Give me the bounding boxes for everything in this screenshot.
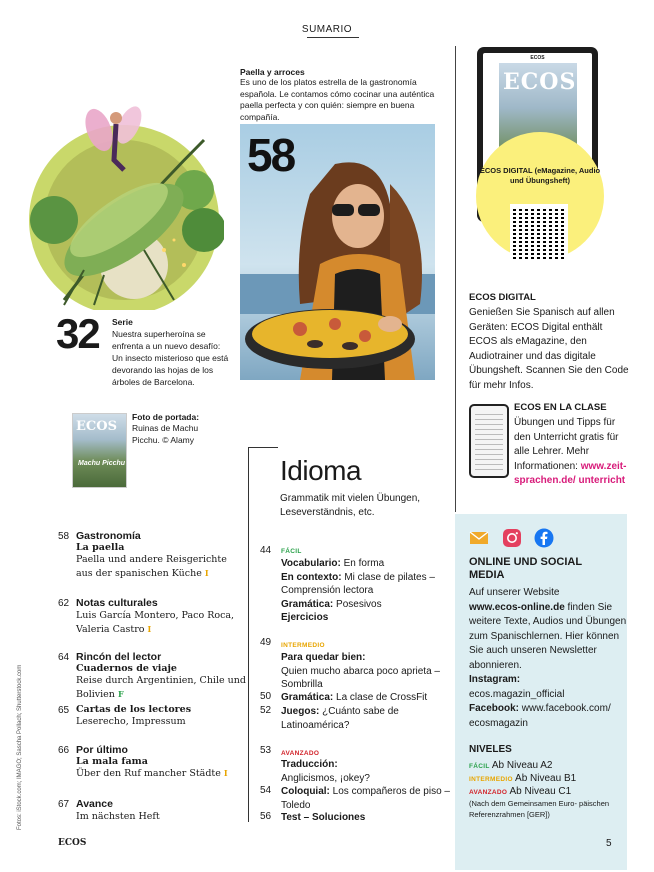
- digital-badge-label: ECOS DIGITAL (eMagazine, Audio und Übungsheft): [479, 166, 601, 185]
- digital-body: Genießen Sie Spanisch auf allen Geräten: ECOS Digital enthält ECOS als eMagazine, den Audiotrainer und das digitale Übungsheft. Scannen Sie den Code für mehr Infos.: [469, 307, 629, 391]
- facebook-icon[interactable]: [534, 528, 554, 548]
- clase-body: [514, 416, 634, 489]
- toc-page: 67: [58, 799, 70, 810]
- level-tag: AVANZADO: [469, 789, 508, 796]
- toc-page: 65: [58, 705, 70, 716]
- idioma-divider-top: [248, 447, 278, 448]
- paella-body: Es uno de los platos estrella de la gastronomía española. Le contamos cómo cocinar una auténtica paella perfecta y con quién: siempre en buena compañía.: [240, 77, 435, 122]
- level-tag: INTERMEDIO: [281, 642, 325, 649]
- toc-page: 53: [260, 745, 272, 756]
- portada-body: Ruinas de Machu Picchu. © Alamy: [132, 423, 199, 445]
- tablet-cover-title: ECOS: [503, 69, 577, 95]
- toc-sub: La paella: [76, 542, 125, 553]
- toc-body: Reise durch Argentinien, Chile und Bolivien F: [76, 675, 246, 700]
- online-body: [469, 586, 629, 731]
- serie-title: Serie: [112, 317, 133, 327]
- paella-page-number: 58: [247, 129, 295, 181]
- qr-code-icon[interactable]: [510, 204, 568, 262]
- toc-page: 50: [260, 691, 272, 702]
- online-title: ONLINE UND SOCIAL MEDIA: [469, 556, 582, 581]
- idioma-divider: [248, 447, 249, 822]
- level-text: Ab Niveau C1: [509, 786, 572, 797]
- level-mark: I: [223, 768, 228, 778]
- toc-body: Im nächsten Heft: [76, 811, 160, 822]
- sidebar-divider: [455, 46, 456, 512]
- instagram-label: Instagram:: [469, 674, 521, 685]
- toc-body: Paella und andere Reisgerichte aus der spanischen Küche I: [76, 554, 227, 579]
- toc-page: 44: [260, 545, 272, 556]
- level-text: Ab Niveau B1: [515, 773, 577, 784]
- cover-thumbnail-logo: ECOS: [76, 419, 117, 434]
- phone-icon: [469, 404, 509, 478]
- toc-page: 49: [260, 637, 272, 648]
- cover-thumbnail-subtitle: Machu Picchu: [78, 460, 126, 467]
- level-item: [469, 773, 576, 784]
- level-mark: I: [147, 623, 152, 634]
- level-item: [469, 786, 571, 797]
- mail-icon[interactable]: [469, 528, 489, 548]
- toc-entry[interactable]: Para quedar bien: Quien mucho abarca poco aprieta – Sombrilla: [281, 652, 440, 690]
- online-rest: finden Sie weitere Texte, Audios und Übungen zum Spanischlernen. Hier können Sie auch unseren Newsletter abonnieren.: [469, 601, 627, 671]
- portada-title: Foto de portada:: [132, 412, 200, 422]
- level-mark: F: [117, 688, 124, 699]
- toc-entry[interactable]: [76, 651, 246, 701]
- toc-sub: Cartas de los lectores: [76, 704, 192, 715]
- facebook-handle[interactable]: www.facebook.com/ ecosmagazin: [469, 703, 611, 729]
- serie-page-number: 32: [56, 310, 99, 357]
- level-tag: FÁCIL: [469, 763, 490, 770]
- toc-entry[interactable]: Coloquial: Los compañeros de piso – Toledo: [281, 786, 450, 811]
- level-tag: AVANZADO: [281, 750, 320, 757]
- toc-head: Gastronomía: [76, 530, 141, 542]
- toc-body: Über den Ruf mancher Städte I: [76, 768, 228, 779]
- niveles-title: NIVELES: [469, 744, 512, 755]
- toc-entry[interactable]: [76, 744, 246, 781]
- toc-entry[interactable]: Gramática: La clase de CrossFit: [281, 692, 428, 703]
- niveles-note: (Nach dem Gemeinsamen Euro- päischen Referenzrahmen [GER]): [469, 799, 610, 819]
- photo-credits: [17, 640, 27, 830]
- tablet-logo: ECOS: [530, 55, 545, 61]
- digital-title: ECOS DIGITAL: [469, 292, 536, 303]
- level-mark: I: [204, 567, 209, 578]
- toc-page: 54: [260, 785, 272, 796]
- toc-entry[interactable]: [76, 704, 246, 729]
- toc-head: Por último: [76, 744, 128, 756]
- toc-entry[interactable]: Test – Soluciones: [281, 812, 366, 823]
- page-number: 5: [606, 838, 612, 849]
- toc-entry[interactable]: Traducción: Anglicismos, ¡okey?: [281, 759, 370, 784]
- idioma-title: Idioma: [280, 455, 362, 486]
- idioma-subtitle: Grammatik mit vielen Übungen, Leseverständnis, etc.: [280, 493, 421, 518]
- section-title-rule: [307, 37, 359, 38]
- toc-entry[interactable]: Vocabulario: En forma En contexto: Mi clase de pilates – Comprensión lectora Gramática: Posesivos Ejercicios: [281, 558, 435, 623]
- toc-body: Leserecho, Impressum: [76, 716, 186, 727]
- instagram-handle[interactable]: ecos.magazin_official: [469, 688, 565, 700]
- toc-page: 62: [58, 598, 70, 609]
- level-tag: FÁCIL: [281, 548, 302, 555]
- serie-illustration: [24, 100, 224, 310]
- toc-entry[interactable]: [76, 530, 246, 580]
- toc-entry[interactable]: [76, 798, 246, 824]
- level-text: Ab Niveau A2: [491, 760, 553, 771]
- toc-head: Avance: [76, 798, 113, 810]
- online-intro: Auf unserer Website: [469, 587, 560, 598]
- toc-page: 58: [58, 531, 70, 542]
- toc-sub: Cuadernos de viaje: [76, 663, 177, 674]
- online-site-link[interactable]: www.ecos-online.de: [469, 601, 565, 613]
- toc-page: 56: [260, 811, 272, 822]
- level-tag: INTERMEDIO: [469, 776, 513, 783]
- clase-link[interactable]: www.zeit-sprachen.de/ unterricht: [514, 460, 627, 486]
- serie-body: Nuestra superheroína se enfrenta a un nuevo desafío: Un insecto misterioso que está devorando las hojas de los árboles de Barcelona.: [112, 329, 229, 387]
- clase-text: Übungen und Tipps für den Unterricht gratis für alle Lehrer. Mehr Informationen:: [514, 417, 619, 472]
- digital-badge: [476, 132, 604, 260]
- toc-page: 52: [260, 705, 272, 716]
- toc-sub: La mala fama: [76, 756, 148, 767]
- cover-thumbnail: [72, 413, 127, 488]
- facebook-label: Facebook:: [469, 703, 520, 714]
- footer-logo: ECOS: [58, 838, 87, 848]
- clase-title: ECOS EN LA CLASE: [514, 402, 607, 413]
- paella-title: Paella y arroces: [240, 67, 305, 77]
- section-title: SUMARIO: [301, 24, 353, 35]
- instagram-icon[interactable]: [502, 528, 522, 548]
- toc-body: Luis García Montero, Paco Roca, Valeria Castro I: [76, 610, 235, 635]
- social-panel: [455, 514, 627, 870]
- toc-entry[interactable]: [76, 597, 246, 636]
- toc-head: Notas culturales: [76, 597, 158, 609]
- photo-credits-text: Fotos: iStock.com; IMAGO; Sascha Pollach; Shutterstock.com: [17, 664, 23, 830]
- toc-head: Rincón del lector: [76, 651, 162, 663]
- toc-entry[interactable]: Juegos: ¿Cuánto sabe de Latinoamérica?: [281, 706, 399, 731]
- level-item: [469, 760, 552, 771]
- toc-page: 64: [58, 652, 70, 663]
- toc-page: 66: [58, 745, 70, 756]
